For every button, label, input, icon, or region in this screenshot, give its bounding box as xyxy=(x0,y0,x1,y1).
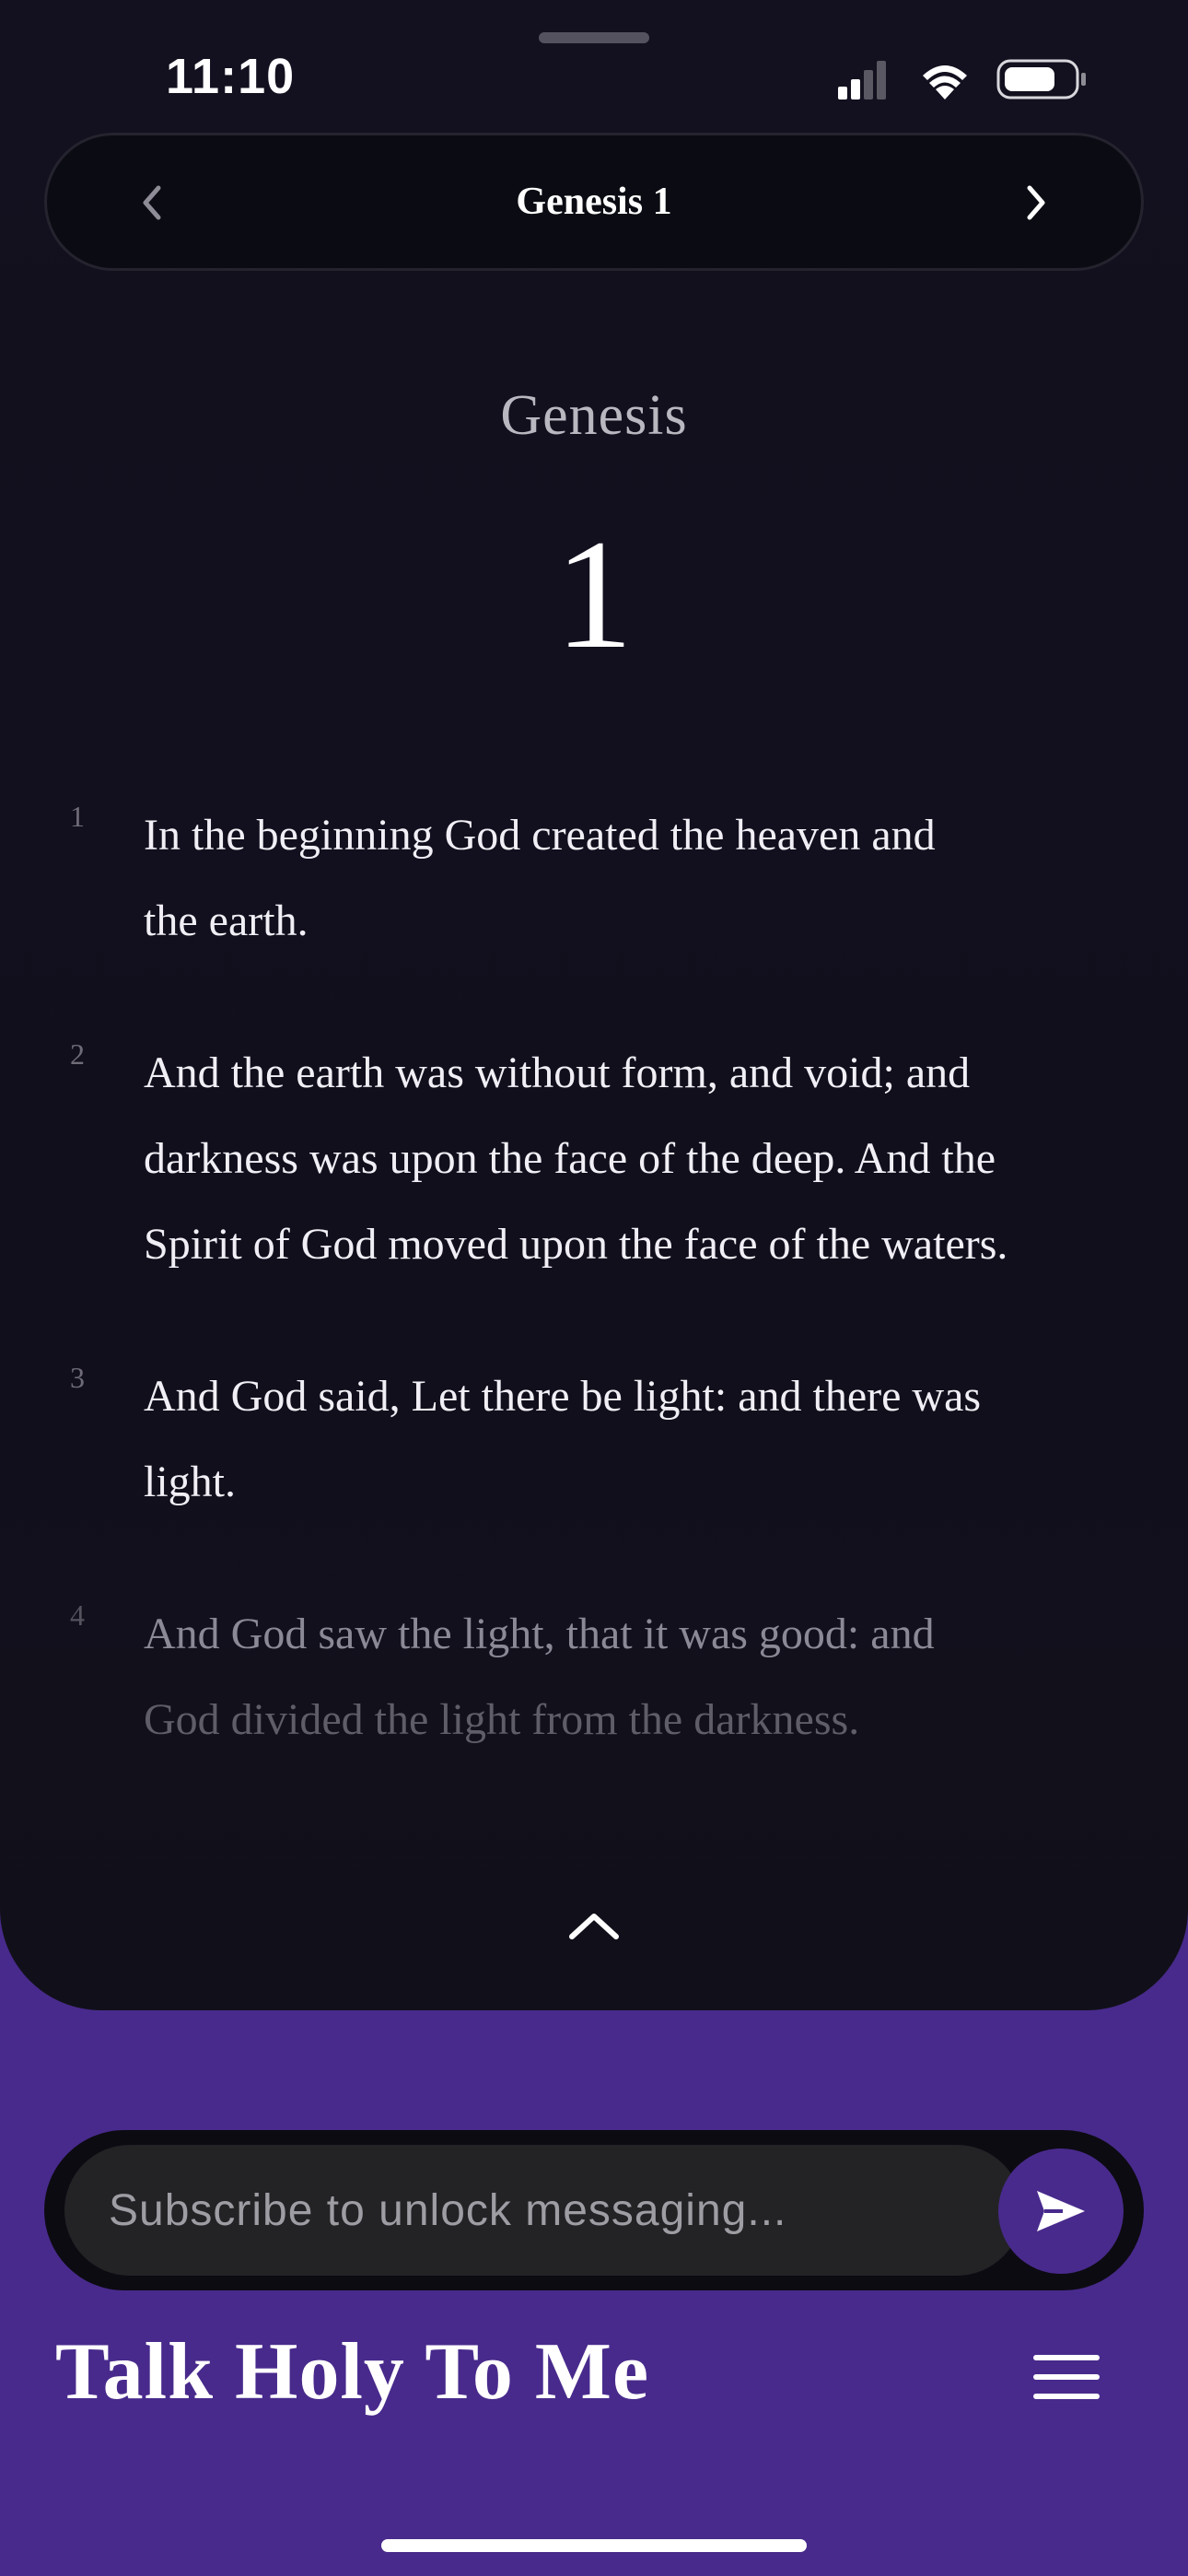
wifi-icon xyxy=(923,65,967,100)
message-composer xyxy=(44,2130,1144,2290)
menu-button[interactable] xyxy=(1022,2340,1111,2414)
verse-text xyxy=(144,792,1138,964)
cellular-signal-icon xyxy=(838,61,886,100)
hamburger-menu-icon xyxy=(1031,2349,1101,2405)
verse-text xyxy=(144,1030,1138,1287)
battery-icon xyxy=(998,61,1086,98)
book-title: Genesis xyxy=(500,384,688,447)
verse-line: And God saw the light, that it was good: and xyxy=(144,1610,935,1658)
chevron-up-icon xyxy=(566,1907,622,1944)
verse-text xyxy=(144,1353,1138,1525)
message-input[interactable] xyxy=(64,2145,1022,2276)
home-indicator[interactable] xyxy=(381,2539,807,2552)
verse-line: darkness was upon the face of the deep. And the xyxy=(144,1134,996,1183)
verse-line: God divided the light from the darkness. xyxy=(144,1695,860,1744)
verse-line: In the beginning God created the heaven and xyxy=(144,811,936,860)
chapter-nav-title[interactable]: Genesis 1 xyxy=(516,181,672,223)
chapter-navigation-bar xyxy=(44,133,1144,271)
send-icon xyxy=(1031,2185,1090,2237)
verse-line: Spirit of God moved upon the face of the waters. xyxy=(144,1220,1008,1269)
status-time: 11:10 xyxy=(166,49,296,104)
next-chapter-button[interactable] xyxy=(1003,170,1067,235)
verse-line: the earth. xyxy=(144,896,309,945)
verse-number: 4 xyxy=(70,1598,85,1632)
verse-number: 2 xyxy=(70,1037,85,1071)
chapter-number: 1 xyxy=(554,508,634,681)
expand-reader-button[interactable] xyxy=(557,1898,631,1953)
verse-number: 3 xyxy=(70,1361,85,1394)
app-title: Talk Holy To Me xyxy=(55,2327,650,2417)
verse-line: light. xyxy=(144,1458,237,1506)
verse-line: And the earth was without form, and void; and xyxy=(144,1048,971,1097)
chevron-right-icon xyxy=(1017,181,1054,225)
status-icons xyxy=(838,57,1087,103)
send-button[interactable] xyxy=(998,2149,1124,2274)
verse-number: 1 xyxy=(70,800,85,833)
verse-line: And God said, Let there be light: and there was xyxy=(144,1372,982,1421)
sheet-grabber[interactable] xyxy=(539,32,649,43)
verse-text xyxy=(144,1591,1138,1762)
